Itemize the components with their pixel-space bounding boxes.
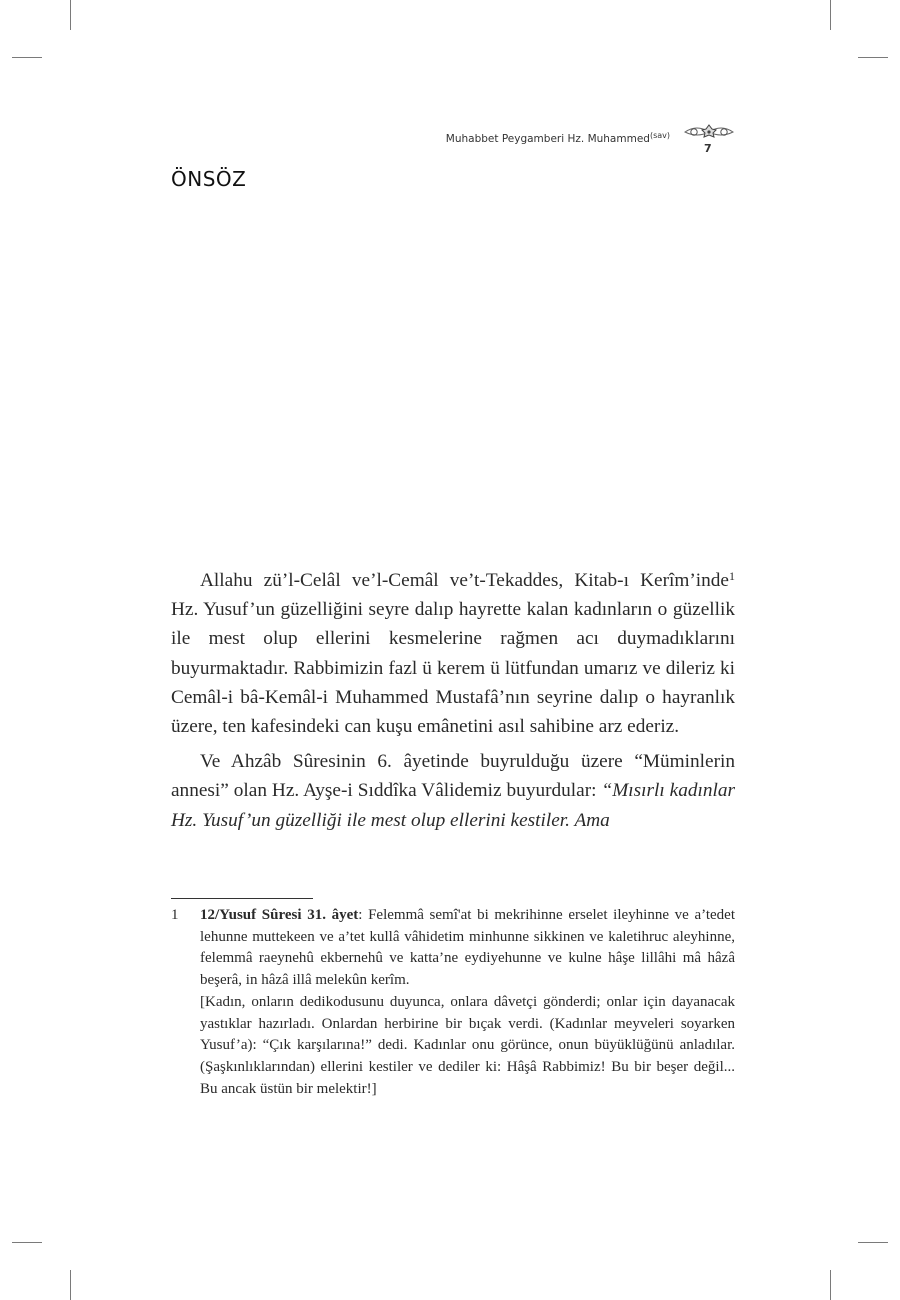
crop-mark-top-right xyxy=(830,0,831,30)
crop-mark-bottom-left xyxy=(70,1270,71,1300)
footnote-source-label: 12/Yusuf Sûresi 31. âyet xyxy=(200,907,359,923)
running-header-sup: (sav) xyxy=(649,131,670,140)
crop-mark-left-top xyxy=(12,57,42,58)
page-number: 7 xyxy=(704,142,712,155)
footnote xyxy=(171,905,735,1100)
chapter-title: ÖNSÖZ xyxy=(171,167,247,191)
paragraph-2 xyxy=(171,747,735,835)
footnote-divider xyxy=(171,898,313,899)
paragraph-1-rest: Hz. Yusuf’un güzelliğini seyre dalıp hayrette kalan kadınların o güzellik ile mest olup ellerini kesmelerine rağmen acı duymadıklarını buyurmaktadır. Rabbimizin fazl ü kerem ü lütfundan umarız ve dileriz ki Cemâl-i bâ-Kemâl-i Muhammed Mustafâ’nın seyrine dalıp o hayranlık üzere, ten kafesindeki can kuşu emânetini asıl sahibine arz ederiz. xyxy=(171,599,735,738)
crop-mark-right-top xyxy=(858,57,888,58)
crop-mark-top-left xyxy=(70,0,71,30)
footnote-translation: [Kadın, onların dedikodusunu duyunca, onlara dâvetçi gönderdi; onlar için dayanacak yastıklar hazırladı. Onlardan herbirine bir bıçak verdi. (Kadınlar meyveleri soyarken Yusuf’a): “Çık karşılarına!” dedi. Kadınlar onu görünce, onun büyüklüğünü anladılar. (Şaşkınlıklarından) ellerini kestiler ve dediler ki: Hâşâ Rabbimiz! Bu bir beşer değil... Bu ancak üstün bir melektir!] xyxy=(200,993,735,1097)
flower-ornament-icon xyxy=(683,120,735,144)
footnote-transliteration xyxy=(200,905,735,992)
footnote-number: 1 xyxy=(171,907,179,923)
paragraph-2-quote: “Mısırlı kadınlar Hz. Yusuf’un güzelliği ile mest olup ellerini kestiler. Ama xyxy=(171,780,735,831)
paragraph-2-text: Ve Ahzâb Sûresinin 6. âyetinde buyrulduğu üzere “Müminlerin annesi” olan Hz. Ayşe-i Sıddîka Vâlidemiz buyurdular: xyxy=(171,751,735,802)
body-text xyxy=(171,566,735,841)
paragraph-1-start: Allahu zü’l-Celâl ve’l-Cemâl ve’t-Tekaddes, Kitab-ı Kerîm’inde xyxy=(200,570,729,591)
footnote-body xyxy=(200,905,735,1100)
crop-mark-right-bottom xyxy=(858,1242,888,1243)
running-header-title: Muhabbet Peygamberi Hz. Muhammed xyxy=(445,133,650,145)
crop-mark-left-bottom xyxy=(12,1242,42,1243)
footnote-arabic-text: : Felemmâ semî'at bi mekrihinne erselet ileyhinne ve a’tedet lehunne muttekeen ve a’tet kullâ vâhidetim minhunne sikkinen ve kaletihruc aleyhinne, felemmâ raeynehû ekbernehû ve katta’ne eydiyehunne ve kulne hâşe lillâhi mâ hâzâ beşerâ, in hâzâ illâ melekûn kerîm. xyxy=(200,907,735,989)
footnote-reference: 1 xyxy=(729,569,735,583)
crop-mark-bottom-right xyxy=(830,1270,831,1300)
running-header xyxy=(446,131,670,145)
paragraph-1 xyxy=(171,566,735,741)
